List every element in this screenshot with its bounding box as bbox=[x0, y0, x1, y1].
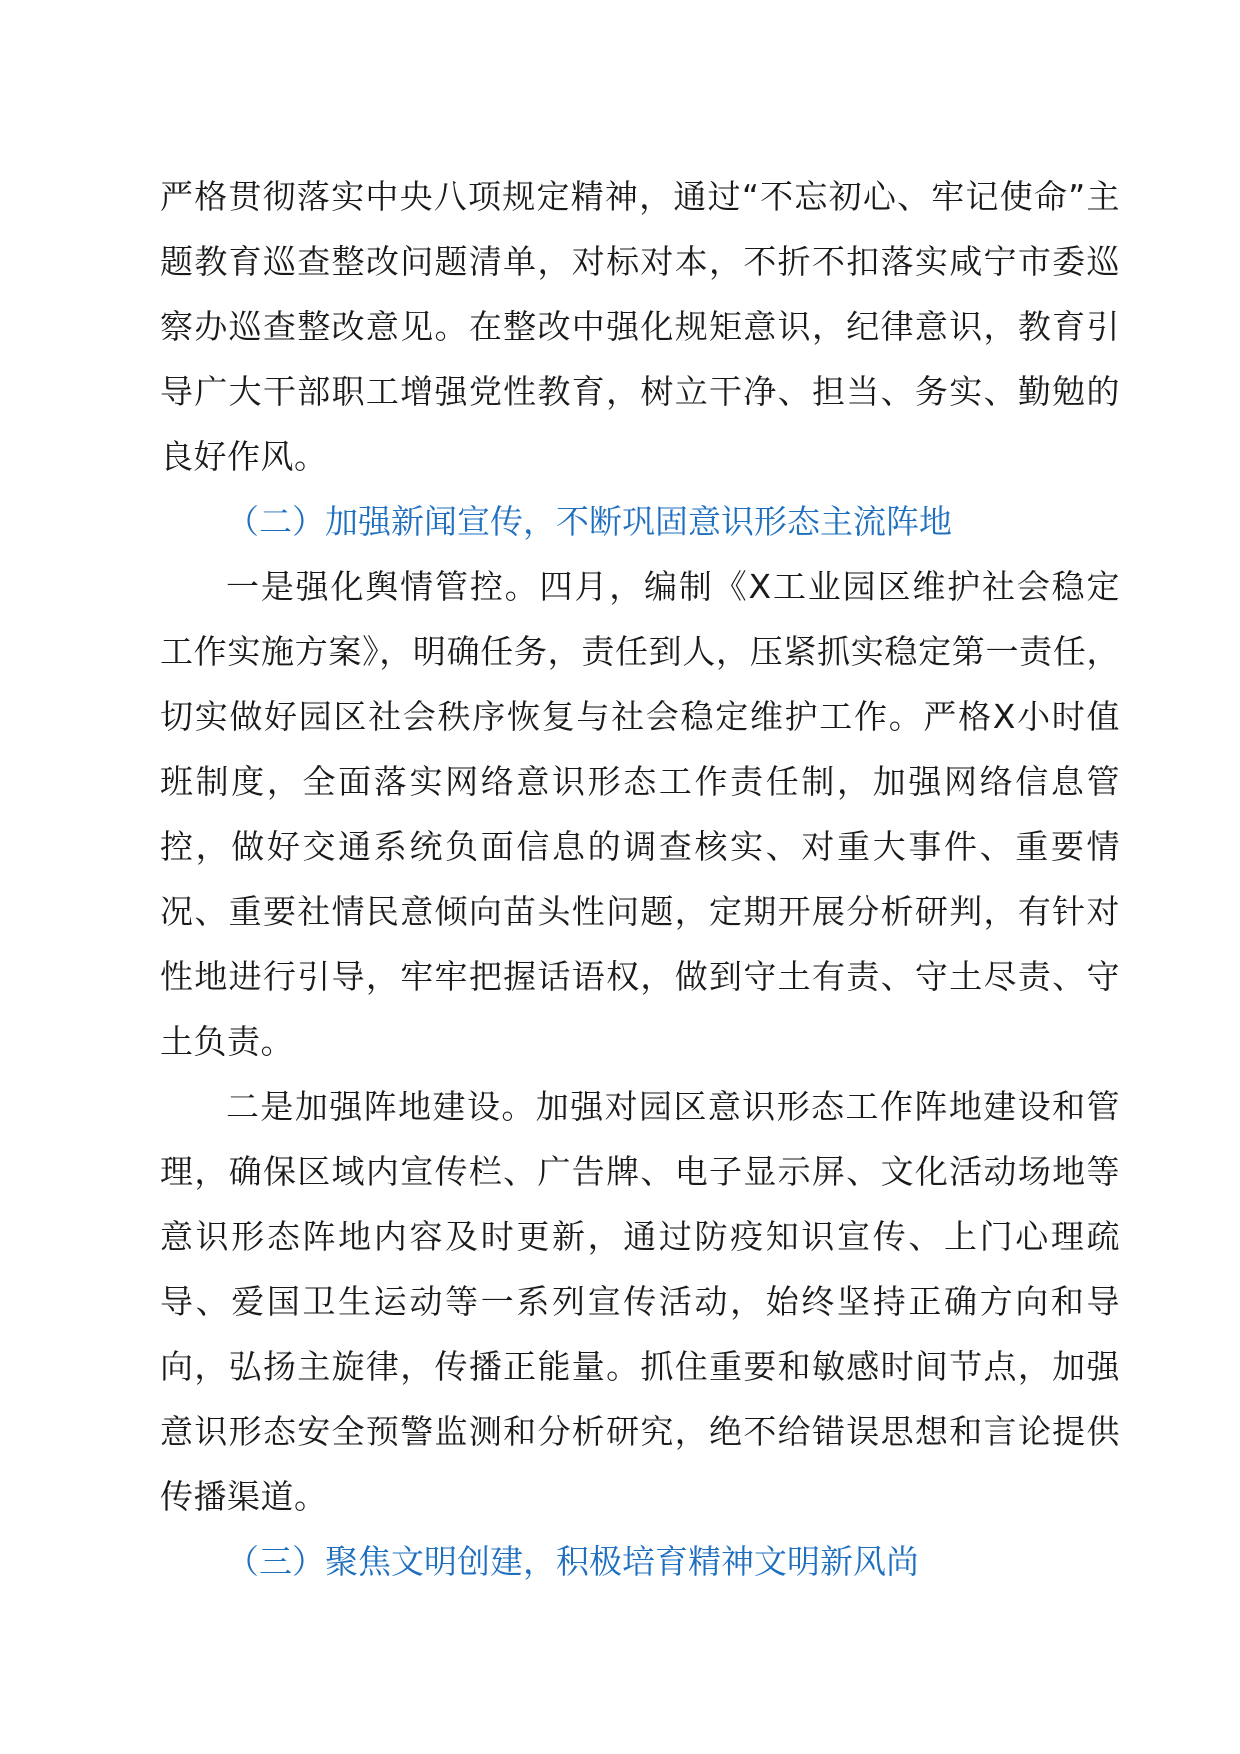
section-heading-news-publicity: （二）加强新闻宣传，不断巩固意识形态主流阵地 bbox=[226, 502, 952, 541]
paragraph-position-building: 二是加强阵地建设。加强对园区意识形态工作阵地建设和管理，确保区域内宣传栏、广告牌、电子显示屏、文化活动场地等意识形态阵地内容及时更新，通过防疫知识宣传、上门心理疏导、爱国卫生运动等一系列宣传活动，始终坚持正确方向和导向，弘扬主旋律，传播正能量。抓住重要和敏感时间节点，加强意识形态安全预警监测和分析研究，绝不给错误思想和言论提供传播渠道。 bbox=[160, 1087, 1120, 1516]
document-page bbox=[160, 164, 1120, 1594]
paragraph-conduct-rectification: 严格贯彻落实中央八项规定精神，通过“不忘初心、牢记使命”主题教育巡查整改问题清单，对标对本，不折不扣落实咸宁市委巡察办巡查整改意见。在整改中强化规矩意识，纪律意识，教育引导广大干部职工增强党性教育，树立干净、担当、务实、勤勉的良好作风。 bbox=[160, 177, 1120, 476]
paragraph-public-opinion-control: 一是强化舆情管控。四月，编制《X工业园区维护社会稳定工作实施方案》，明确任务，责任到人，压紧抓实稳定第一责任，切实做好园区社会秩序恢复与社会稳定维护工作。严格X小时值班制度，全面落实网络意识形态工作责任制，加强网络信息管控，做好交通系统负面信息的调查核实、对重大事件、重要情况、重要社情民意倾向苗头性问题，定期开展分析研判，有针对性地进行引导，牢牢把握话语权，做到守土有责、守土尽责、守土负责。 bbox=[160, 567, 1120, 1061]
section-heading-civilization-creation: （三）聚焦文明创建，积极培育精神文明新风尚 bbox=[226, 1542, 919, 1581]
